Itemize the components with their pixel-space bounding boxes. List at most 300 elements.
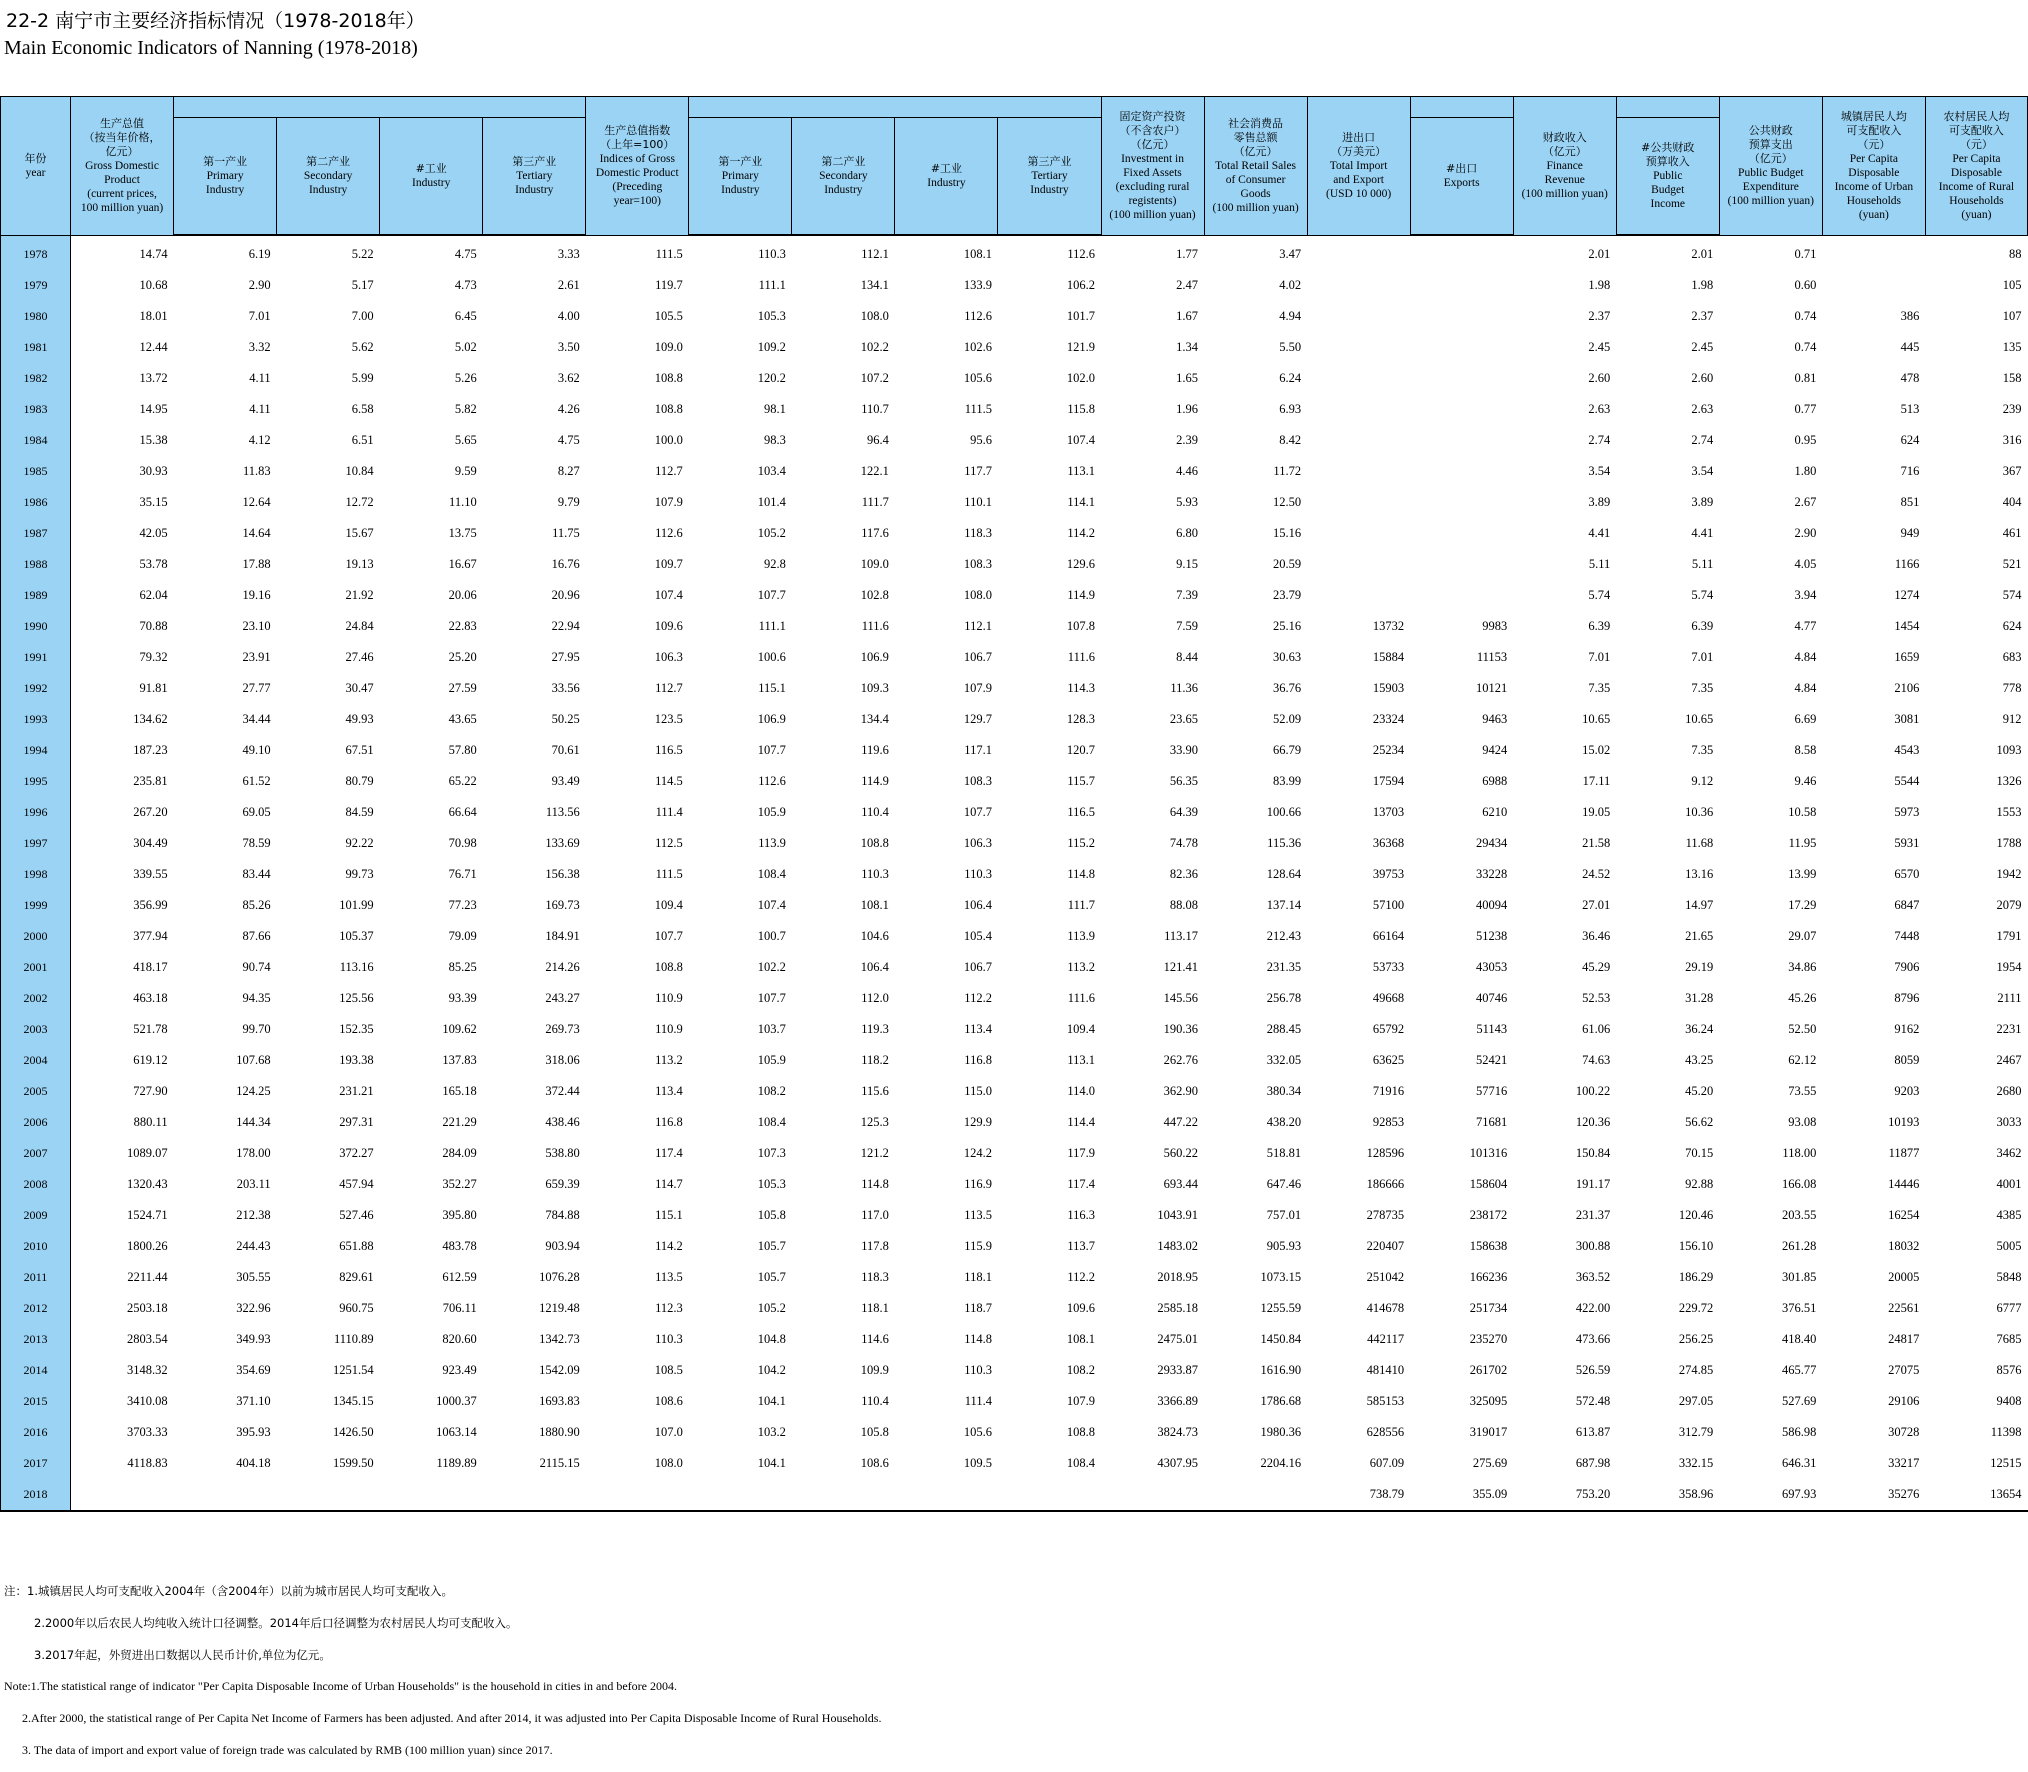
table-cell: 1274 [1894, 588, 1920, 602]
table-cell: 133.9 [963, 278, 992, 292]
table-cell: 101.4 [757, 495, 786, 509]
table-cell: 203.11 [236, 1177, 271, 1191]
header-label-cn: 财政收入 （亿元） [1542, 130, 1587, 158]
header-label-cn: 年份 [24, 151, 47, 165]
table-cell: 457.94 [339, 1177, 374, 1191]
table-cell: 318.06 [545, 1053, 580, 1067]
table-cell: 912 [2002, 712, 2022, 726]
table-cell: 521.78 [133, 1022, 168, 1036]
table-cell: 114.5 [655, 774, 683, 788]
header-label-en: Secondary Industry [819, 170, 868, 196]
table-cell: 395.93 [236, 1425, 271, 1439]
table-cell: 297.31 [339, 1115, 374, 1129]
table-cell: 93.08 [1788, 1115, 1817, 1129]
table-cell: 27.46 [345, 650, 374, 664]
table-cell: 422.00 [1575, 1301, 1611, 1315]
table-cell: 65792 [1372, 1022, 1405, 1036]
table-cell: 3824.73 [1157, 1425, 1199, 1439]
table-cell: 628556 [1366, 1425, 1405, 1439]
table-row [1, 1262, 2028, 1293]
table-cell: 6847 [1894, 898, 1920, 912]
table-cell: 4.12 [248, 433, 271, 447]
table-cell: 109.4 [1066, 1022, 1095, 1036]
table-cell: 5.99 [351, 371, 374, 385]
table-cell: 6.19 [248, 247, 271, 261]
table-cell: 56.62 [1685, 1115, 1714, 1129]
table-cell: 1542.09 [539, 1363, 580, 1377]
table-cell: 349.93 [236, 1332, 271, 1346]
table-cell: 113.2 [655, 1053, 683, 1067]
table-cell: 9203 [1894, 1084, 1920, 1098]
table-cell: 36.46 [1582, 929, 1611, 943]
table-cell [1410, 363, 1513, 394]
table-cell: 76.71 [448, 867, 477, 881]
table-cell: 16254 [1888, 1208, 1920, 1222]
table-cell: 112.6 [655, 526, 683, 540]
table-cell: 17.29 [1788, 898, 1817, 912]
table-cell: 1942 [1996, 867, 2022, 881]
table-cell: 624 [2002, 619, 2022, 633]
table-cell: 212.43 [1266, 929, 1302, 943]
header-fixed-investment [1101, 97, 1204, 236]
table-cell: 115.36 [1267, 836, 1302, 850]
year-cell: 2015 [1, 1386, 71, 1417]
table-row [1, 921, 2028, 952]
table-row [1, 611, 2028, 642]
table-cell: 100.22 [1575, 1084, 1611, 1098]
table-row [1, 797, 2028, 828]
table-cell: 105.2 [757, 526, 786, 540]
table-cell: 3.50 [557, 340, 580, 354]
table-cell: 235270 [1469, 1332, 1508, 1346]
table-cell: 706.11 [442, 1301, 477, 1315]
table-cell: 69.05 [242, 805, 271, 819]
table-cell: 4543 [1894, 743, 1920, 757]
table-row [1, 1045, 2028, 1076]
table-cell: 115.6 [861, 1084, 889, 1098]
year-cell: 1986 [1, 487, 71, 518]
table-cell [1307, 425, 1410, 456]
table-row [1, 828, 2028, 859]
table-cell: 3.89 [1588, 495, 1611, 509]
table-cell: 114.1 [1067, 495, 1095, 509]
table-cell: 238172 [1469, 1208, 1508, 1222]
table-cell: 1166 [1894, 557, 1920, 571]
table-cell: 20005 [1888, 1270, 1920, 1284]
table-cell: 112.6 [964, 309, 992, 323]
table-header [1, 97, 2028, 236]
header-label-en: Primary Industry [721, 170, 760, 196]
table-cell: 6.45 [454, 309, 477, 323]
table-cell: 123.5 [654, 712, 683, 726]
table-cell: 214.26 [545, 960, 580, 974]
table-cell: 19.16 [242, 588, 271, 602]
table-row [1, 1479, 2028, 1511]
table-cell: 113.5 [964, 1208, 992, 1222]
table-cell: 513 [1900, 402, 1920, 416]
table-cell: 105.5 [654, 309, 683, 323]
table-cell: 66.79 [1272, 743, 1302, 757]
table-cell: 105.3 [757, 309, 786, 323]
header-label-cn: 第三产业 [1027, 155, 1072, 168]
table-cell: 115.8 [1067, 402, 1095, 416]
table-cell: 102.2 [757, 960, 786, 974]
table-row [1, 1138, 2028, 1169]
table-cell: 1345.15 [333, 1394, 374, 1408]
table-cell: 319017 [1469, 1425, 1508, 1439]
header-label-cn: 生产总值 （按当年价格， 亿元） [83, 116, 161, 158]
header-label-en: Investment in Fixed Assets (excluding rural registents) (100 million yuan) [1109, 152, 1196, 221]
table-cell: 118.7 [964, 1301, 992, 1315]
table-cell: 108.6 [654, 1394, 683, 1408]
header-rural-income [1925, 97, 2027, 236]
table-cell: 110.3 [964, 867, 992, 881]
table-cell: 178.00 [236, 1146, 271, 1160]
table-cell: 1.98 [1691, 278, 1714, 292]
table-row [1, 1076, 2028, 1107]
table-cell: 88.08 [1169, 898, 1199, 912]
table-cell: 256.78 [1266, 991, 1302, 1005]
table-cell: 110.3 [964, 1363, 992, 1377]
year-cell: 1987 [1, 518, 71, 549]
table-cell: 30.47 [345, 681, 374, 695]
year-cell: 2009 [1, 1200, 71, 1231]
header-idx-primary [689, 118, 792, 236]
table-cell: 518.81 [1266, 1146, 1302, 1160]
header-label-en: Finance Revenue (100 million yuan) [1521, 159, 1608, 200]
header-idx-tertiary [998, 118, 1101, 236]
table-row [1, 580, 2028, 611]
table-cell: 114.9 [1067, 588, 1095, 602]
table-cell: 22561 [1888, 1301, 1920, 1315]
table-cell: 45.20 [1685, 1084, 1714, 1098]
table-cell: 613.87 [1575, 1425, 1611, 1439]
table-cell: 36368 [1372, 836, 1405, 850]
table-cell: 9.12 [1691, 774, 1714, 788]
table-cell: 1616.90 [1260, 1363, 1302, 1377]
table-cell [1204, 1479, 1307, 1511]
table-cell: 24817 [1888, 1332, 1920, 1346]
table-cell [1822, 270, 1925, 301]
table-cell: 111.6 [861, 619, 889, 633]
table-cell: 7.01 [1588, 650, 1611, 664]
table-cell: 108.0 [860, 309, 889, 323]
table-cell [483, 1479, 586, 1511]
table-cell: 85.25 [448, 960, 477, 974]
table-cell: 113.9 [758, 836, 786, 850]
table-cell: 262.76 [1163, 1053, 1199, 1067]
header-gdp-industry [380, 118, 483, 236]
table-cell: 300.88 [1575, 1239, 1611, 1253]
table-cell: 112.7 [655, 464, 683, 478]
table-cell: 106.4 [860, 960, 889, 974]
table-cell: 106.7 [963, 650, 992, 664]
table-cell: 117.8 [861, 1239, 889, 1253]
table-cell: 1483.02 [1157, 1239, 1199, 1253]
table-cell: 105.9 [757, 1053, 786, 1067]
table-cell: 1426.50 [333, 1425, 374, 1439]
table-cell: 121.2 [860, 1146, 889, 1160]
table-cell: 753.20 [1513, 1479, 1616, 1511]
table-cell: 116.5 [1067, 805, 1095, 819]
table-cell: 251042 [1366, 1270, 1405, 1284]
table-cell: 10.58 [1788, 805, 1817, 819]
table-cell: 13.99 [1788, 867, 1817, 881]
table-cell: 10193 [1888, 1115, 1920, 1129]
table-cell: 13732 [1372, 619, 1405, 633]
table-cell: 4118.83 [127, 1456, 168, 1470]
table-cell: 121.41 [1163, 960, 1199, 974]
table-cell: 25.16 [1272, 619, 1302, 633]
table-cell: 0.81 [1794, 371, 1817, 385]
table-cell: 10.84 [345, 464, 374, 478]
table-cell: 5.26 [454, 371, 477, 385]
table-cell: 25234 [1372, 743, 1405, 757]
table-cell: 108.8 [1066, 1425, 1095, 1439]
header-label-en: Indices of Gross Domestic Product (Preceding year=100) [595, 152, 679, 207]
table-cell: 1255.59 [1260, 1301, 1302, 1315]
table-cell: 103.2 [757, 1425, 786, 1439]
table-cell: 190.36 [1163, 1022, 1199, 1036]
table-cell: 96.4 [867, 433, 889, 447]
table-cell: 2.39 [1176, 433, 1199, 447]
table-cell: 36.24 [1685, 1022, 1714, 1036]
table-cell: 82.36 [1169, 867, 1199, 881]
table-cell: 275.69 [1472, 1456, 1508, 1470]
note-line: 3.2017年起，外贸进出口数据以人民币计价,单位为亿元。 [34, 1648, 331, 1662]
table-cell: 3.54 [1588, 464, 1611, 478]
table-cell: 118.1 [964, 1270, 992, 1284]
table-cell: 70.61 [551, 743, 580, 757]
table-cell: 186.29 [1678, 1270, 1714, 1284]
table-row [1, 1386, 2028, 1417]
table-cell: 110.4 [861, 805, 889, 819]
table-cell: 560.22 [1163, 1146, 1199, 1160]
table-cell: 113.4 [964, 1022, 992, 1036]
table-cell: 7906 [1894, 960, 1920, 974]
table-cell: 105.7 [757, 1239, 786, 1253]
header-label-cn: #工业 [415, 162, 447, 175]
table-cell: 12.72 [345, 495, 374, 509]
table-cell: 100.66 [1266, 805, 1302, 819]
table-cell: 3.89 [1691, 495, 1714, 509]
table-cell: 49668 [1372, 991, 1405, 1005]
table-cell [1410, 487, 1513, 518]
year-cell: 1991 [1, 642, 71, 673]
table-cell: 105.6 [963, 371, 992, 385]
table-cell: 322.96 [236, 1301, 271, 1315]
table-cell: 107.7 [757, 743, 786, 757]
table-cell: 7.35 [1588, 681, 1611, 695]
year-cell: 2011 [1, 1262, 71, 1293]
table-cell: 22.83 [448, 619, 477, 633]
table-cell: 117.1 [964, 743, 992, 757]
table-cell: 5.74 [1691, 588, 1714, 602]
table-cell: 7.35 [1691, 743, 1714, 757]
table-cell: 442117 [1367, 1332, 1405, 1346]
table-cell: 2.67 [1794, 495, 1817, 509]
table-cell: 113.16 [339, 960, 374, 974]
table-cell: 9.79 [557, 495, 580, 509]
table-cell: 125.56 [339, 991, 374, 1005]
table-cell: 116.3 [1067, 1208, 1095, 1222]
table-cell: 4001 [1996, 1177, 2022, 1191]
table-cell: 2.47 [1176, 278, 1199, 292]
table-cell: 5973 [1894, 805, 1920, 819]
table-cell: 51143 [1476, 1022, 1508, 1036]
table-cell: 2.63 [1691, 402, 1714, 416]
table-cell: 107.9 [654, 495, 683, 509]
note-line: 3. The data of import and export value of foreign trade was calculated by RMB (100 million yuan) since 2017. [22, 1743, 553, 1757]
table-cell: 5.62 [351, 340, 374, 354]
table-cell: 108.4 [1066, 1456, 1095, 1470]
table-cell: 112.1 [964, 619, 992, 633]
table-cell: 2.45 [1588, 340, 1611, 354]
table-cell: 115.9 [964, 1239, 992, 1253]
page-title-cn: 22-2 南宁市主要经济指标情况（1978-2018年） [6, 10, 425, 32]
table-row [1, 1448, 2028, 1479]
table-cell: 27.59 [448, 681, 477, 695]
header-gdp-primary [174, 118, 277, 236]
table-cell: 106.9 [757, 712, 786, 726]
table-cell: 110.3 [758, 247, 786, 261]
table-cell: 256.25 [1678, 1332, 1714, 1346]
table-cell: 312.79 [1678, 1425, 1714, 1439]
table-cell: 33228 [1475, 867, 1508, 881]
table-cell: 107.7 [757, 588, 786, 602]
table-cell: 113.56 [545, 805, 580, 819]
table-cell: 1800.26 [126, 1239, 168, 1253]
table-cell: 117.4 [1067, 1177, 1095, 1191]
table-cell: 112.5 [655, 836, 683, 850]
table-cell: 101.99 [339, 898, 374, 912]
table-cell: 106.3 [654, 650, 683, 664]
table-cell: 105.6 [963, 1425, 992, 1439]
table-cell: 243.27 [545, 991, 580, 1005]
table-cell: 27.77 [242, 681, 271, 695]
table-row [1, 1293, 2028, 1324]
table-cell: 0.60 [1794, 278, 1817, 292]
table-cell: 112.6 [1067, 247, 1095, 261]
table-cell: 103.7 [757, 1022, 786, 1036]
table-cell: 1880.90 [539, 1425, 580, 1439]
table-cell: 193.38 [339, 1053, 374, 1067]
table-cell: 354.69 [236, 1363, 271, 1377]
table-cell: 70.98 [448, 836, 477, 850]
table-cell: 716 [1900, 464, 1920, 478]
table-cell: 52.53 [1582, 991, 1611, 1005]
table-cell: 3.33 [557, 247, 580, 261]
year-cell: 2000 [1, 921, 71, 952]
table-cell: 57100 [1372, 898, 1405, 912]
table-cell: 152.35 [339, 1022, 374, 1036]
table-cell: 372.27 [339, 1146, 374, 1160]
table-cell: 14.64 [242, 526, 271, 540]
table-cell: 2.90 [248, 278, 271, 292]
header-gdp [71, 97, 174, 236]
table-cell: 1219.48 [539, 1301, 580, 1315]
header-idx-secondary [792, 118, 895, 236]
header-year [1, 97, 71, 236]
table-cell: 102.2 [860, 340, 889, 354]
table-cell: 607.09 [1369, 1456, 1405, 1470]
table-cell: 128.64 [1266, 867, 1302, 881]
table-cell: 61.52 [242, 774, 271, 788]
table-cell: 261.28 [1781, 1239, 1817, 1253]
table-cell: 3410.08 [126, 1394, 168, 1408]
table-cell: 115.7 [1067, 774, 1095, 788]
table-cell: 110.3 [655, 1332, 683, 1346]
table-cell: 92.88 [1685, 1177, 1714, 1191]
table-cell: 7.01 [1691, 650, 1714, 664]
table-cell: 186666 [1366, 1177, 1405, 1191]
table-cell: 4.94 [1279, 309, 1302, 323]
table-cell: 231.37 [1575, 1208, 1611, 1222]
table-cell: 111.6 [1067, 991, 1095, 1005]
header-label-cn: 第三产业 [512, 155, 557, 168]
table-cell: 395.80 [442, 1208, 477, 1222]
table-cell: 191.17 [1575, 1177, 1611, 1191]
table-cell: 158604 [1469, 1177, 1508, 1191]
table-cell: 6777 [1996, 1301, 2022, 1315]
table-cell: 113.2 [1067, 960, 1095, 974]
table-cell: 158 [2002, 371, 2022, 385]
header-label-cn: 第一产业 [203, 155, 248, 168]
table-cell: 57.80 [448, 743, 477, 757]
table-cell: 5.93 [1176, 495, 1199, 509]
table-cell: 128596 [1366, 1146, 1405, 1160]
table-cell: 1089.07 [126, 1146, 168, 1160]
table-cell: 386 [1900, 309, 1920, 323]
table-cell: 117.4 [655, 1146, 683, 1160]
table-cell: 4.73 [454, 278, 477, 292]
table-cell: 109.3 [860, 681, 889, 695]
table-cell: 116.8 [655, 1115, 683, 1129]
table-cell: 10.65 [1685, 712, 1714, 726]
table-cell: 114.8 [1067, 867, 1095, 881]
table-cell: 2.60 [1588, 371, 1611, 385]
table-cell: 114.4 [1067, 1115, 1095, 1129]
table-cell: 339.55 [133, 867, 168, 881]
table-cell: 63625 [1372, 1053, 1405, 1067]
table-cell: 284.09 [442, 1146, 477, 1160]
table-cell: 6988 [1482, 774, 1508, 788]
table-cell: 2585.18 [1157, 1301, 1199, 1315]
table-cell: 91.81 [139, 681, 168, 695]
header-label-en: Total Retail Sales of Consumer Goods (100 million yuan) [1212, 159, 1299, 214]
table-cell: 1.34 [1176, 340, 1199, 354]
table-cell: 114.6 [861, 1332, 889, 1346]
year-cell: 2012 [1, 1293, 71, 1324]
table-cell: 2.74 [1691, 433, 1714, 447]
table-cell: 105.4 [963, 929, 992, 943]
table-cell: 355.09 [1410, 1479, 1513, 1511]
table-cell: 107.7 [757, 991, 786, 1005]
table-cell [1410, 456, 1513, 487]
table-cell: 21.92 [345, 588, 374, 602]
table-cell: 27.95 [551, 650, 580, 664]
table-cell: 7.39 [1176, 588, 1199, 602]
table-cell: 646.31 [1781, 1456, 1817, 1470]
table-cell: 73.55 [1788, 1084, 1817, 1098]
table-cell: 101316 [1469, 1146, 1508, 1160]
table-cell: 11877 [1888, 1146, 1920, 1160]
table-cell: 3081 [1894, 712, 1920, 726]
table-cell: 5.50 [1279, 340, 1302, 354]
table-cell: 4.11 [249, 371, 271, 385]
table-cell: 100.6 [757, 650, 786, 664]
table-cell: 114.9 [861, 774, 889, 788]
